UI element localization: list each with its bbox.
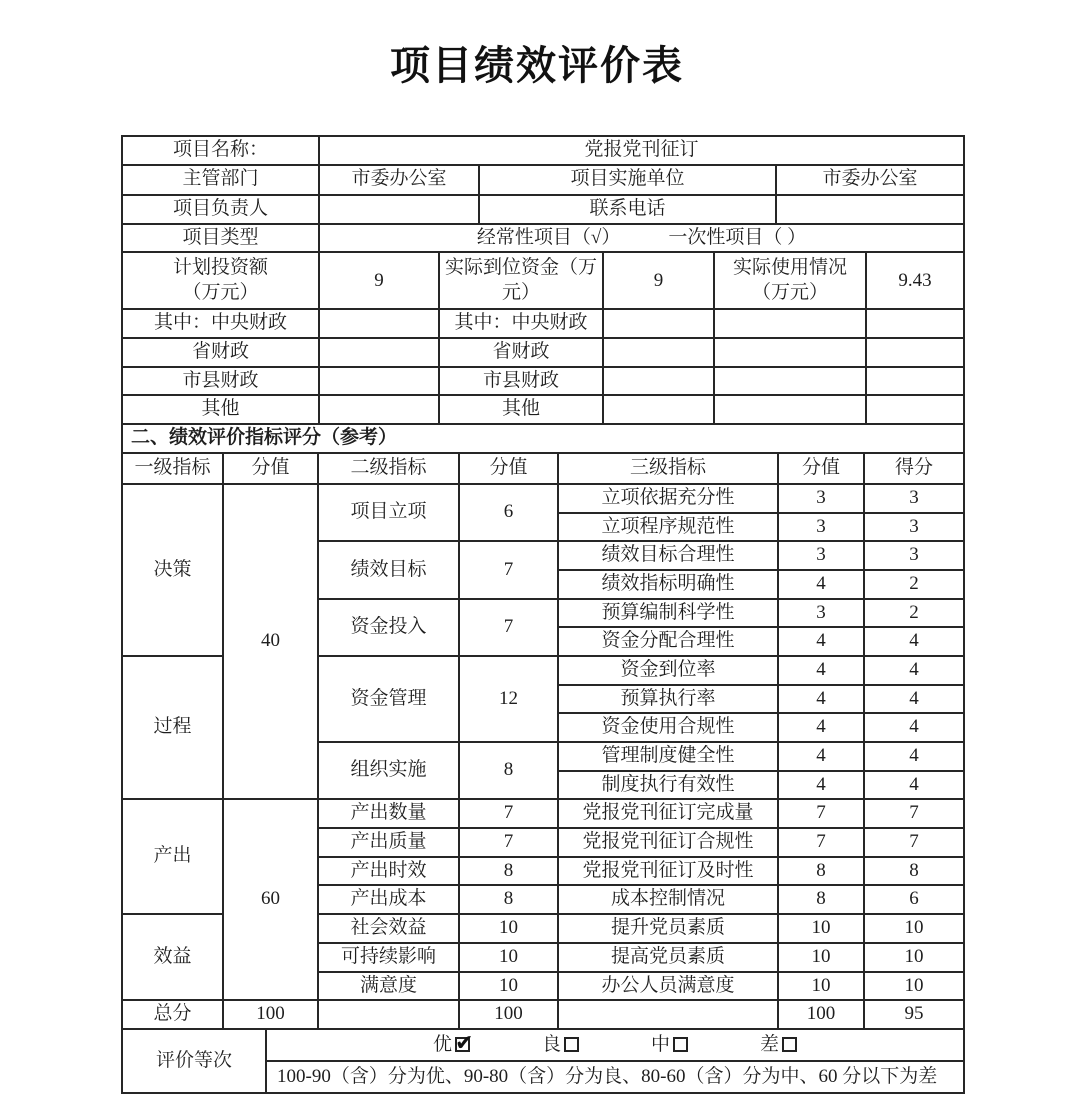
level2-score-cell: 6 — [459, 484, 558, 541]
level2-cell: 可持续影响 — [318, 943, 459, 972]
header-level3-cell: 三级指标 — [558, 453, 778, 484]
level2-score-cell: 7 — [459, 599, 558, 656]
level3-score-cell: 8 — [778, 885, 864, 914]
header-score2-cell: 分值 — [459, 453, 558, 484]
level2-cell: 产出时效 — [318, 857, 459, 886]
level3-score-cell: 3 — [778, 599, 864, 628]
level3-score-cell: 4 — [778, 627, 864, 656]
level3-got-cell: 10 — [864, 972, 964, 1001]
level3-score-cell: 10 — [778, 914, 864, 943]
province-finance-value-cell — [319, 338, 439, 367]
section-title: 二、绩效评价指标评分（参考） — [122, 424, 964, 453]
level3-cell: 绩效目标合理性 — [558, 541, 778, 570]
level3-got-cell: 3 — [864, 484, 964, 513]
level2-score-cell: 8 — [459, 857, 558, 886]
rating-option-good — [542, 1033, 579, 1058]
level2-score-cell: 10 — [459, 914, 558, 943]
level2-cell: 组织实施 — [318, 742, 459, 799]
level2-cell: 绩效目标 — [318, 541, 459, 598]
level3-got-cell: 4 — [864, 713, 964, 742]
level3-score-cell: 4 — [778, 742, 864, 771]
empty-cell — [714, 338, 866, 367]
level2-score-cell: 7 — [459, 828, 558, 857]
province-finance-label-cell: 省财政 — [122, 338, 319, 367]
city-finance-value-cell-2 — [603, 367, 714, 396]
province-finance-label-cell-2: 省财政 — [439, 338, 603, 367]
level3-cell: 立项依据充分性 — [558, 484, 778, 513]
level3-got-cell: 2 — [864, 570, 964, 599]
level3-score-cell: 3 — [778, 541, 864, 570]
level3-cell: 立项程序规范性 — [558, 513, 778, 542]
section-header-table — [121, 423, 965, 454]
level2-score-cell: 10 — [459, 972, 558, 1001]
rating-label-cell: 评价等次 — [122, 1029, 266, 1093]
rating-option-medium — [651, 1033, 688, 1058]
dept-value-cell: 市委办公室 — [319, 165, 479, 195]
recurring-project-option: 经常性项目（√） — [476, 226, 621, 248]
rating-options — [270, 1033, 960, 1058]
empty-cell — [866, 395, 964, 424]
empty-cell — [866, 367, 964, 396]
level1-benefit-cell: 效益 — [122, 914, 223, 1000]
level3-got-cell: 4 — [864, 771, 964, 800]
actual-usage-label-line1: 实际使用情况 — [732, 257, 847, 279]
leader-value-cell — [319, 195, 479, 224]
project-name-label-cell: 项目名称： — [122, 136, 319, 165]
level3-score-cell: 3 — [778, 513, 864, 542]
level3-cell: 资金分配合理性 — [558, 627, 778, 656]
actual-funds-label-line2: 元） — [501, 281, 540, 303]
level3-got-cell: 4 — [864, 742, 964, 771]
type-label-cell: 项目类型 — [122, 224, 319, 253]
document-title: 项目绩效评价表 — [390, 43, 684, 88]
level3-got-cell: 7 — [864, 799, 964, 828]
level3-got-cell: 2 — [864, 599, 964, 628]
total-score2-cell: 100 — [459, 1000, 558, 1029]
actual-usage-label-line2: （万元） — [751, 281, 828, 303]
empty-cell — [714, 367, 866, 396]
level3-score-cell: 4 — [778, 685, 864, 714]
level3-score-cell: 4 — [778, 570, 864, 599]
central-finance-label-cell: 其中：中央财政 — [122, 309, 319, 338]
central-finance-value-cell-2 — [603, 309, 714, 338]
level3-score-cell: 8 — [778, 857, 864, 886]
level3-score-cell: 4 — [778, 713, 864, 742]
phone-value-cell — [776, 195, 964, 224]
empty-cell — [714, 309, 866, 338]
level3-score-cell: 7 — [778, 828, 864, 857]
header-level2-cell: 二级指标 — [318, 453, 459, 484]
level2-score-cell: 7 — [459, 541, 558, 598]
other-finance-value-cell-2 — [603, 395, 714, 424]
total-score3-cell: 100 — [778, 1000, 864, 1029]
level3-cell: 预算执行率 — [558, 685, 778, 714]
level3-got-cell: 10 — [864, 943, 964, 972]
level1-score-40-cell: 40 — [223, 484, 318, 800]
level2-score-cell: 7 — [459, 799, 558, 828]
level2-cell: 项目立项 — [318, 484, 459, 541]
level3-cell: 成本控制情况 — [558, 885, 778, 914]
rating-note-cell: 100-90（含）分为优、90-80（含）分为良、80-60（含）分为中、60 分以下为差 — [266, 1061, 964, 1093]
planned-investment-label-line2: （万元） — [182, 281, 259, 303]
level1-output-cell: 产出 — [122, 799, 223, 914]
actual-funds-value-cell: 9 — [603, 252, 714, 309]
impl-unit-label-cell: 项目实施单位 — [479, 165, 776, 195]
other-finance-label-cell: 其他 — [122, 395, 319, 424]
level3-got-cell: 3 — [864, 513, 964, 542]
level1-decision-cell: 决策 — [122, 484, 223, 656]
level3-score-cell: 10 — [778, 972, 864, 1001]
level3-cell: 管理制度健全性 — [558, 742, 778, 771]
leader-label-cell: 项目负责人 — [122, 195, 319, 224]
checkbox-empty-icon[interactable] — [782, 1037, 797, 1052]
province-finance-value-cell-2 — [603, 338, 714, 367]
checkbox-checked-icon[interactable] — [455, 1037, 470, 1052]
checkbox-empty-icon[interactable] — [564, 1037, 579, 1052]
level3-cell: 提高党员素质 — [558, 943, 778, 972]
level3-got-cell: 4 — [864, 627, 964, 656]
rating-option-excellent — [433, 1033, 470, 1058]
empty-cell — [558, 1000, 778, 1029]
level3-got-cell: 6 — [864, 885, 964, 914]
level3-cell: 预算编制科学性 — [558, 599, 778, 628]
rating-table — [121, 1028, 965, 1094]
header-score1-cell: 分值 — [223, 453, 318, 484]
empty-cell — [866, 338, 964, 367]
city-finance-value-cell — [319, 367, 439, 396]
level3-cell: 资金使用合规性 — [558, 713, 778, 742]
level3-cell: 办公人员满意度 — [558, 972, 778, 1001]
other-finance-value-cell — [319, 395, 439, 424]
level3-cell: 党报党刊征订完成量 — [558, 799, 778, 828]
level3-got-cell: 3 — [864, 541, 964, 570]
level2-cell: 产出成本 — [318, 885, 459, 914]
central-finance-value-cell — [319, 309, 439, 338]
level2-cell: 满意度 — [318, 972, 459, 1001]
rating-option-poor-label: 差 — [760, 1033, 780, 1055]
planned-investment-label-line1: 计划投资额 — [172, 257, 268, 279]
level3-got-cell: 8 — [864, 857, 964, 886]
planned-investment-value-cell: 9 — [319, 252, 439, 309]
level3-cell: 资金到位率 — [558, 656, 778, 685]
level1-process-cell: 过程 — [122, 656, 223, 799]
project-info-table — [121, 135, 965, 425]
level3-cell: 绩效指标明确性 — [558, 570, 778, 599]
total-got-cell: 95 — [864, 1000, 964, 1029]
level2-score-cell: 10 — [459, 943, 558, 972]
level3-got-cell: 7 — [864, 828, 964, 857]
level3-score-cell: 4 — [778, 771, 864, 800]
header-score3-cell: 分值 — [778, 453, 864, 484]
empty-cell — [318, 1000, 459, 1029]
dept-label-cell: 主管部门 — [122, 165, 319, 195]
level2-score-cell: 8 — [459, 885, 558, 914]
empty-cell — [866, 309, 964, 338]
header-level1-cell: 一级指标 — [122, 453, 223, 484]
central-finance-label-cell-2: 其中：中央财政 — [439, 309, 603, 338]
actual-usage-value-cell: 9.43 — [866, 252, 964, 309]
city-finance-label-cell: 市县财政 — [122, 367, 319, 396]
level2-cell: 社会效益 — [318, 914, 459, 943]
city-finance-label-cell-2: 市县财政 — [439, 367, 603, 396]
level2-cell: 资金投入 — [318, 599, 459, 656]
evaluation-form — [121, 135, 965, 1094]
actual-funds-label-line1: 实际到位资金（万 — [444, 257, 597, 279]
impl-unit-value-cell: 市委办公室 — [776, 165, 964, 195]
level3-cell: 党报党刊征订及时性 — [558, 857, 778, 886]
level3-cell: 提升党员素质 — [558, 914, 778, 943]
level2-cell: 产出数量 — [318, 799, 459, 828]
level3-score-cell: 4 — [778, 656, 864, 685]
rating-option-excellent-label: 优 — [432, 1033, 452, 1055]
level3-cell: 制度执行有效性 — [558, 771, 778, 800]
level3-cell: 党报党刊征订合规性 — [558, 828, 778, 857]
level3-score-cell: 10 — [778, 943, 864, 972]
total-label-cell: 总分 — [122, 1000, 223, 1029]
other-finance-label-cell-2: 其他 — [439, 395, 603, 424]
actual-usage-label-cell — [714, 252, 866, 309]
empty-cell — [714, 395, 866, 424]
level3-got-cell: 4 — [864, 656, 964, 685]
onetime-project-option: 一次性项目（ ） — [668, 226, 807, 248]
rating-option-medium-label: 中 — [651, 1033, 671, 1055]
level2-score-cell: 8 — [459, 742, 558, 799]
level2-score-cell: 12 — [459, 656, 558, 742]
rating-option-good-label: 良 — [541, 1033, 561, 1055]
project-name-value-cell: 党报党刊征订 — [319, 136, 964, 165]
type-options — [477, 226, 806, 251]
level3-got-cell: 10 — [864, 914, 964, 943]
total-score1-cell: 100 — [223, 1000, 318, 1029]
checkbox-empty-icon[interactable] — [673, 1037, 688, 1052]
header-got-cell: 得分 — [864, 453, 964, 484]
rating-options-cell — [266, 1029, 964, 1061]
scoring-table — [121, 452, 965, 1030]
level2-cell: 资金管理 — [318, 656, 459, 742]
level3-score-cell: 7 — [778, 799, 864, 828]
rating-option-poor — [760, 1033, 797, 1058]
level3-got-cell: 4 — [864, 685, 964, 714]
planned-investment-label-cell — [122, 252, 319, 309]
level3-score-cell: 3 — [778, 484, 864, 513]
phone-label-cell: 联系电话 — [479, 195, 776, 224]
type-value-cell — [319, 224, 964, 253]
level1-score-60-cell: 60 — [223, 799, 318, 1000]
actual-funds-label-cell — [439, 252, 603, 309]
level2-cell: 产出质量 — [318, 828, 459, 857]
